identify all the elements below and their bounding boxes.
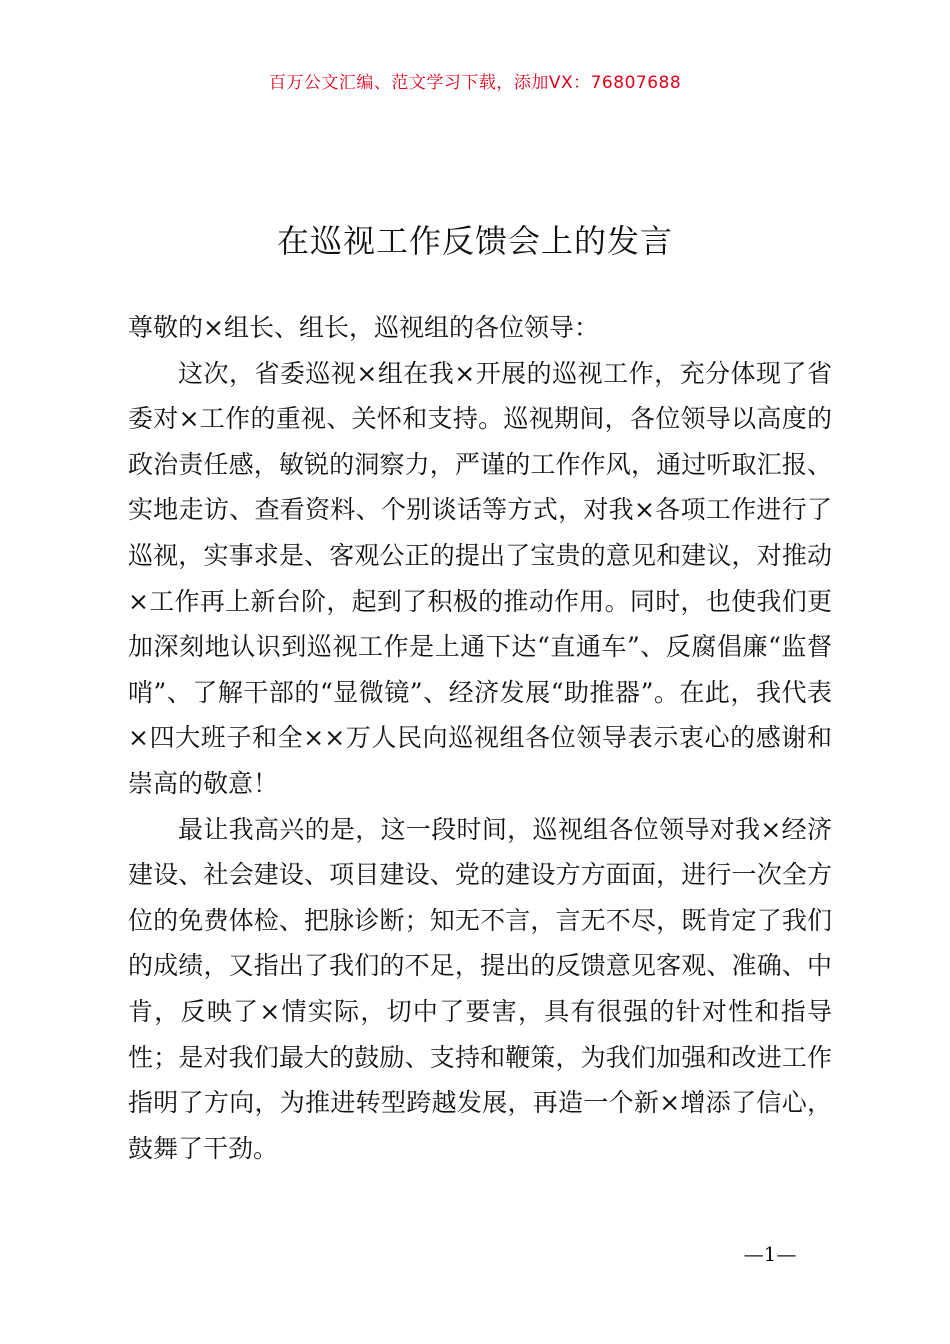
paragraph-2: 最让我高兴的是，这一段时间，巡视组各位领导对我×经济建设、社会建设、项目建设、党的建设方方面面，进行一次全方位的免费体检、把脉诊断；知无不言，言无不尽，既肯定了我们的成绩，又指出了我们的不足，提出的反馈意见客观、准确、中肯，反映了×情实际，切中了要害，具有很强的针对性和指导性；是对我们最大的鼓励、支持和鞭策，为我们加强和改进工作指明了方向，为推进转型跨越发展，再造一个新×增添了信心，鼓舞了干劲。 [128, 814, 832, 1163]
page-title: 在巡视工作反馈会上的发言 [276, 222, 673, 260]
salutation: 尊敬的×组长、组长，巡视组的各位领导： [128, 313, 599, 342]
document-body [128, 305, 832, 1171]
paragraph-1: 这次，省委巡视×组在我×开展的巡视工作，充分体现了省委对×工作的重视、关怀和支持。巡视期间，各位领导以高度的政治责任感，敏锐的洞察力，严谨的工作作风，通过听取汇报、实地走访、查看资料、个别谈话等方式，对我×各项工作进行了巡视，实事求是、客观公正的提出了宝贵的意见和建议，对推动×工作再上新台阶，起到了积极的推动作用。同时，也使我们更加深刻地认识到巡视工作是上通下达“直通车”、反腐倡廉“监督哨”、了解干部的“显微镜”、经济发展“助推器”。在此，我代表×四大班子和全××万人民向巡视组各位领导表示衷心的感谢和崇高的敬意！ [128, 358, 832, 798]
page-number: —1— [743, 1242, 797, 1266]
header-banner: 百万公文汇编、范文学习下载，添加VX：76807688 [268, 73, 682, 93]
